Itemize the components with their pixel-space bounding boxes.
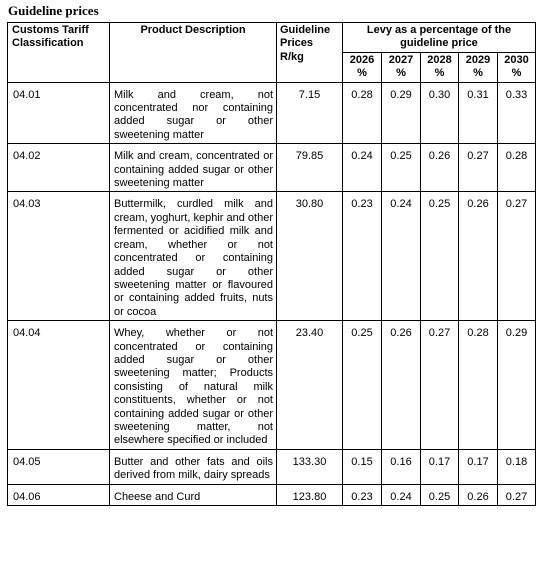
- product-description: Butter and other fats and oils derived from milk, dairy spreads: [110, 449, 277, 484]
- levy-value: 0.27: [498, 484, 536, 505]
- levy-value: 0.31: [459, 82, 498, 144]
- guideline-price: 30.80: [277, 192, 343, 321]
- levy-value: 0.30: [421, 82, 459, 144]
- levy-value: 0.29: [498, 321, 536, 450]
- levy-value: 0.28: [343, 82, 382, 144]
- tariff-code: 04.02: [8, 144, 110, 192]
- table-body: [8, 82, 536, 505]
- page-title: Guideline prices: [8, 3, 99, 18]
- header-year: 2027 %: [382, 52, 421, 82]
- levy-value: 0.16: [382, 449, 421, 484]
- header-levy: Levy as a percentage of the guideline price: [343, 23, 536, 53]
- guideline-price: 7.15: [277, 82, 343, 144]
- product-description: Whey, whether or not concentrated or containing added sugar or other sweetening matter; Products consisting of natural milk constituents, whether or not containing added sugar or other sweetening matter, not elsewhere specified or included: [110, 321, 277, 450]
- guideline-price: 133.30: [277, 449, 343, 484]
- levy-value: 0.28: [459, 321, 498, 450]
- levy-value: 0.25: [382, 144, 421, 192]
- header-description: Product Description: [110, 23, 277, 83]
- table-row: [8, 449, 536, 484]
- table-row: [8, 144, 536, 192]
- tariff-code: 04.05: [8, 449, 110, 484]
- levy-value: 0.27: [459, 144, 498, 192]
- table-row: [8, 192, 536, 321]
- levy-value: 0.26: [459, 484, 498, 505]
- tariff-code: 04.06: [8, 484, 110, 505]
- header-year: 2028 %: [421, 52, 459, 82]
- levy-value: 0.24: [382, 484, 421, 505]
- product-description: Milk and cream, not concentrated nor containing added sugar or other sweetening matter: [110, 82, 277, 144]
- levy-value: 0.15: [343, 449, 382, 484]
- tariff-code: 04.04: [8, 321, 110, 450]
- guideline-price: 79.85: [277, 144, 343, 192]
- header-row-1: [8, 23, 536, 53]
- levy-value: 0.24: [382, 192, 421, 321]
- guideline-prices-table: [7, 22, 536, 506]
- table-row: [8, 321, 536, 450]
- levy-value: 0.18: [498, 449, 536, 484]
- levy-value: 0.23: [343, 192, 382, 321]
- product-description: Buttermilk, curdled milk and cream, yoghurt, kephir and other fermented or acidified milk and cream, whether or not concentrated or containing added sugar or other sweetening matter or flavoured or containing added fruits, nuts or cocoa: [110, 192, 277, 321]
- levy-value: 0.25: [343, 321, 382, 450]
- levy-value: 0.26: [382, 321, 421, 450]
- levy-value: 0.24: [343, 144, 382, 192]
- table-row: [8, 484, 536, 505]
- tariff-code: 04.01: [8, 82, 110, 144]
- levy-value: 0.17: [421, 449, 459, 484]
- levy-value: 0.28: [498, 144, 536, 192]
- levy-value: 0.26: [421, 144, 459, 192]
- header-price: Guideline Prices R/kg: [277, 23, 343, 83]
- header-year: 2030 %: [498, 52, 536, 82]
- product-description: Cheese and Curd: [110, 484, 277, 505]
- levy-value: 0.26: [459, 192, 498, 321]
- levy-value: 0.27: [498, 192, 536, 321]
- header-year: 2026 %: [343, 52, 382, 82]
- levy-value: 0.23: [343, 484, 382, 505]
- guideline-price: 123.80: [277, 484, 343, 505]
- tariff-code: 04.03: [8, 192, 110, 321]
- levy-value: 0.17: [459, 449, 498, 484]
- guideline-price: 23.40: [277, 321, 343, 450]
- levy-value: 0.27: [421, 321, 459, 450]
- header-classification: Customs Tariff Classification: [8, 23, 110, 83]
- table-row: [8, 82, 536, 144]
- levy-value: 0.25: [421, 484, 459, 505]
- levy-value: 0.33: [498, 82, 536, 144]
- levy-value: 0.25: [421, 192, 459, 321]
- product-description: Milk and cream, concentrated or containing added sugar or other sweetening matter: [110, 144, 277, 192]
- levy-value: 0.29: [382, 82, 421, 144]
- header-year: 2029 %: [459, 52, 498, 82]
